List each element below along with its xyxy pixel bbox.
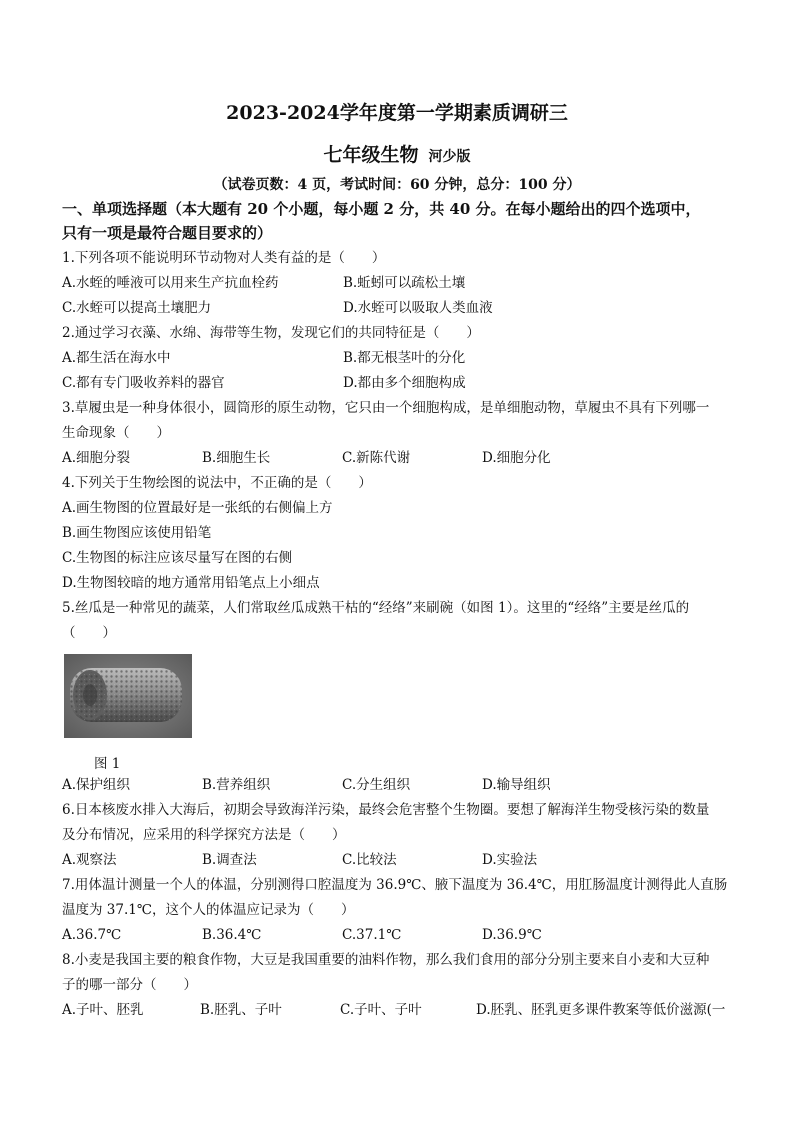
q7-option-c: C.37.1℃ [342, 927, 402, 943]
q1-option-b: B.蚯蚓可以疏松土壤 [343, 275, 466, 291]
q4-stem: 4.下列关于生物绘图的说法中，不正确的是（ ） [62, 475, 372, 491]
q8-option-b: B.胚乳、子叶 [200, 1002, 282, 1018]
q5-option-c: C.分生组织 [342, 777, 411, 793]
q1-option-a: A.水蛭的唾液可以用来生产抗血栓药 [62, 275, 279, 291]
q6-option-b: B.调查法 [202, 852, 257, 868]
q8-option-c: C.子叶、子叶 [340, 1002, 422, 1018]
q7-option-b: B.36.4℃ [202, 927, 262, 943]
q3-option-b: B.细胞生长 [202, 450, 271, 466]
q4-option-b: B.画生物图应该使用铅笔 [62, 525, 212, 541]
q3-option-a: A.细胞分裂 [62, 450, 131, 466]
q1-option-d: D.水蛭可以吸取人类血液 [343, 300, 493, 316]
q5-option-b: B.营养组织 [202, 777, 271, 793]
exam-title: 2023-2024学年度第一学期素质调研三 [226, 102, 568, 124]
q5-stem-line2: （ ） [62, 625, 116, 641]
q5-option-d: D.输导组织 [482, 777, 551, 793]
q8-stem-line2: 子的哪一部分（ ） [62, 977, 197, 993]
q7-stem-line1: 7.用体温计测量一个人的体温，分别测得口腔温度为 36.9℃、腋下温度为 36.4℃，用肛肠温度计测得此人直肠 [62, 877, 728, 893]
q6-stem-line2: 及分布情况，应采用的科学探究方法是（ ） [62, 827, 346, 843]
q2-option-a: A.都生活在海水中 [62, 350, 171, 366]
q2-option-c: C.都有专门吸收养料的器官 [62, 375, 225, 391]
q4-option-c: C.生物图的标注应该尽量写在图的右侧 [62, 550, 293, 566]
figure-caption: 图 1 [94, 756, 121, 772]
q7-option-d: D.36.9℃ [482, 927, 542, 943]
q7-stem-line2: 温度为 37.1℃，这个人的体温应记录为（ ） [62, 902, 355, 918]
q1-stem: 1.下列各项不能说明环节动物对人类有益的是（ ） [62, 250, 386, 266]
exam-info: （试卷页数：4 页，考试时间：60 分钟，总分：100 分） [213, 177, 581, 193]
q6-stem-line1: 6.日本核废水排入大海后，初期会导致海洋污染，最终会危害整个生物圈。要想了解海洋生物受核污染的数量 [62, 802, 710, 818]
q3-stem-line2: 生命现象（ ） [62, 425, 170, 441]
q3-option-d: D.细胞分化 [482, 450, 551, 466]
q4-option-a: A.画生物图的位置最好是一张纸的右侧偏上方 [62, 500, 333, 516]
q3-option-c: C.新陈代谢 [342, 450, 411, 466]
q8-option-d: D.胚乳、胚乳更多课件教案等低价滋源(一 [476, 1002, 726, 1018]
q2-option-b: B.都无根茎叶的分化 [343, 350, 466, 366]
section-heading-line1: 一、单项选择题（本大题有 20 个小题，每小题 2 分，共 40 分。在每小题给出的四个选项中， [62, 200, 701, 218]
q4-option-d: D.生物图较暗的地方通常用铅笔点上小细点 [62, 575, 320, 591]
q6-option-d: D.实验法 [482, 852, 538, 868]
q7-option-a: A.36.7℃ [62, 927, 122, 943]
grade-subject: 七年级生物 [323, 144, 419, 166]
loofah-figure [64, 654, 192, 738]
q6-option-a: A.观察法 [62, 852, 117, 868]
q6-option-c: C.比较法 [342, 852, 397, 868]
q2-stem: 2.通过学习衣藻、水绵、海带等生物，发现它们的共同特征是（ ） [62, 325, 480, 341]
q3-stem-line1: 3.草履虫是一种身体很小，圆筒形的原生动物，它只由一个细胞构成，是单细胞动物，草履虫不具有下列哪一 [62, 400, 710, 416]
exam-subtitle [0, 140, 794, 167]
q1-option-c: C.水蛭可以提高土壤肥力 [62, 300, 212, 316]
q2-option-d: D.都由多个细胞构成 [343, 375, 466, 391]
q8-option-a: A.子叶、胚乳 [62, 1002, 144, 1018]
q5-stem-line1: 5.丝瓜是一种常见的蔬菜，人们常取丝瓜成熟干枯的“经络”来刷碗（如图 1）。这里的“经络”主要是丝瓜的 [62, 600, 690, 616]
edition-label: 河少版 [428, 149, 471, 165]
section-heading-line2: 只有一项是最符合题目要求的） [62, 224, 273, 242]
q8-stem-line1: 8.小麦是我国主要的粮食作物，大豆是我国重要的油料作物，那么我们食用的部分分别主要来自小麦和大豆种 [62, 952, 710, 968]
loofah-image [64, 654, 192, 738]
q5-option-a: A.保护组织 [62, 777, 131, 793]
